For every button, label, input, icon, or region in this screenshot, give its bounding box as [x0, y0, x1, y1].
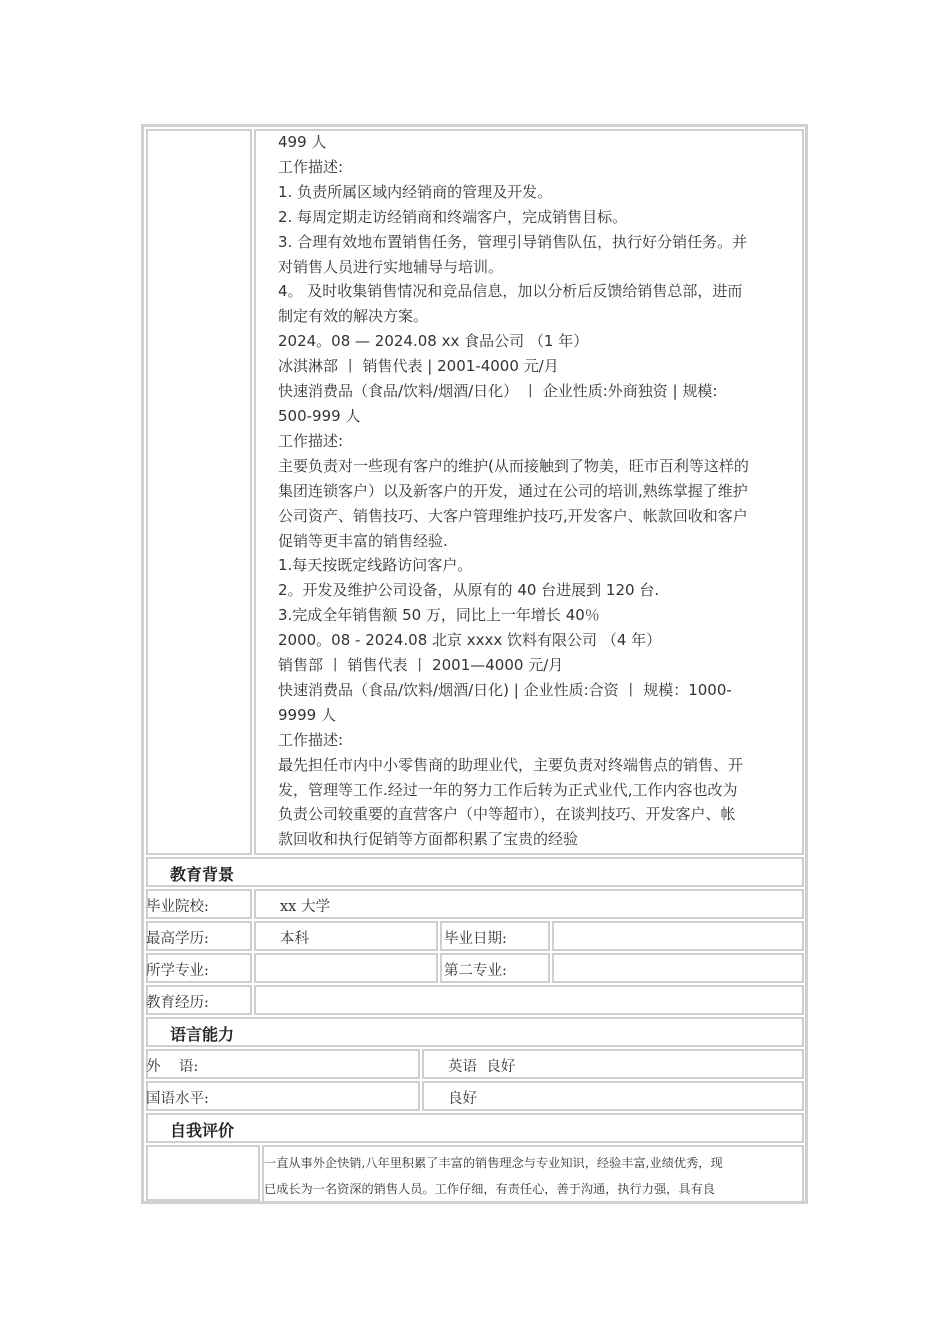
- self-eval-line: 已成长为一名资深的销售人员。工作仔细，有责任心，善于沟通，执行力强，具有良: [264, 1182, 715, 1196]
- work-line: 2. 每周定期走访经销商和终端客户，完成销售目标。: [278, 207, 628, 226]
- mandarin-value-cell: [422, 1081, 804, 1111]
- foreign-label: 外 语:: [146, 1059, 199, 1075]
- second-major-value-cell: [552, 953, 804, 983]
- school-label: 毕业院校:: [146, 899, 209, 915]
- work-line: 主要负责对一些现有客户的维护(从而接触到了物美，旺市百利等这样的: [278, 456, 749, 475]
- work-line: 工作描述:: [278, 730, 344, 749]
- work-line: 快速消费品（食品/饮料/烟酒/日化） 丨 企业性质:外商独资 | 规模:: [278, 382, 718, 401]
- work-line: 工作描述:: [278, 431, 344, 450]
- degree-value: 本科: [280, 931, 309, 947]
- grad-date-label: 毕业日期:: [444, 931, 507, 947]
- work-line: 冰淇淋部 丨 销售代表 | 2001-4000 元/月: [278, 357, 559, 376]
- major-value-cell: [254, 953, 438, 983]
- work-line: 1. 负责所属区域内经销商的管理及开发。: [278, 182, 553, 201]
- school-value: xx 大学: [280, 899, 330, 915]
- work-experience-text: [278, 130, 806, 852]
- mandarin-value: 良好: [448, 1091, 477, 1107]
- work-line: 499 人: [278, 133, 327, 151]
- work-line: 最先担任市内中小零售商的助理业代，主要负责对终端售点的销售、开: [278, 755, 744, 774]
- work-line: 9999 人: [278, 705, 336, 724]
- work-line: 销售部 丨 销售代表 丨 2001—4000 元/月: [278, 656, 564, 675]
- second-major-label: 第二专业:: [444, 963, 507, 979]
- work-line: 2024。08 — 2024.08 xx 食品公司 （1 年）: [278, 332, 589, 351]
- work-line: 集团连锁客户）以及新客户的开发，通过在公司的培训,熟练掌握了维护: [278, 481, 748, 500]
- education-header-cell: [146, 857, 804, 887]
- school-value-cell: [254, 889, 804, 919]
- self-eval-header-cell: [146, 1113, 804, 1143]
- work-line: 3. 合理有效地布置销售任务，管理引导销售队伍，执行好分销任务。并: [278, 232, 748, 251]
- grad-date-value-cell: [552, 921, 804, 951]
- foreign-value: 英语 良好: [448, 1059, 516, 1075]
- degree-label: 最高学历:: [146, 931, 209, 947]
- work-line: 对销售人员进行实地辅导与培训。: [278, 257, 504, 276]
- work-left-cell: [146, 129, 252, 855]
- work-line: 促销等更丰富的销售经验.: [278, 531, 448, 550]
- history-label: 教育经历:: [146, 995, 209, 1011]
- work-line: 快速消费品（食品/饮料/烟酒/日化) | 企业性质:合资 丨 规模：1000-: [278, 680, 732, 699]
- self-eval-left-cell: [146, 1145, 260, 1201]
- work-line: 工作描述:: [278, 157, 344, 176]
- work-line: 2000。08 - 2024.08 北京 xxxx 饮料有限公司 （4 年）: [278, 631, 662, 650]
- work-line: 4。 及时收集销售情况和竞品信息，加以分析后反馈给销售总部，进而: [278, 282, 743, 301]
- history-value-cell: [254, 985, 804, 1015]
- self-eval-line: 一直从事外企快销,八年里积累了丰富的销售理念与专业知识，经验丰富,业绩优秀，现: [264, 1156, 723, 1170]
- major-label: 所学专业:: [146, 963, 209, 979]
- self-eval-text: [264, 1150, 804, 1202]
- work-line: 1.每天按既定线路访问客户。: [278, 556, 473, 575]
- language-title: 语言能力: [170, 1025, 235, 1044]
- work-line: 500-999 人: [278, 406, 361, 425]
- work-line: 制定有效的解决方案。: [278, 307, 429, 326]
- work-line: 发，管理等工作.经过一年的努力工作后转为正式业代,工作内容也改为: [278, 780, 738, 799]
- self-eval-title: 自我评价: [170, 1121, 235, 1140]
- education-title: 教育背景: [170, 865, 235, 884]
- work-line: 2。开发及维护公司设备，从原有的 40 台进展到 120 台.: [278, 581, 660, 600]
- language-header-cell: [146, 1017, 804, 1047]
- work-line: 款回收和执行促销等方面都积累了宝贵的经验: [278, 830, 579, 849]
- work-line: 3.完成全年销售额 50 万，同比上一年增长 40％: [278, 606, 600, 625]
- mandarin-label: 国语水平:: [146, 1091, 209, 1107]
- work-line: 公司资产、销售技巧、大客户管理维护技巧,开发客户、帐款回收和客户: [278, 506, 748, 525]
- work-line: 负责公司较重要的直营客户（中等超市），在谈判技巧、开发客户、帐: [278, 805, 736, 824]
